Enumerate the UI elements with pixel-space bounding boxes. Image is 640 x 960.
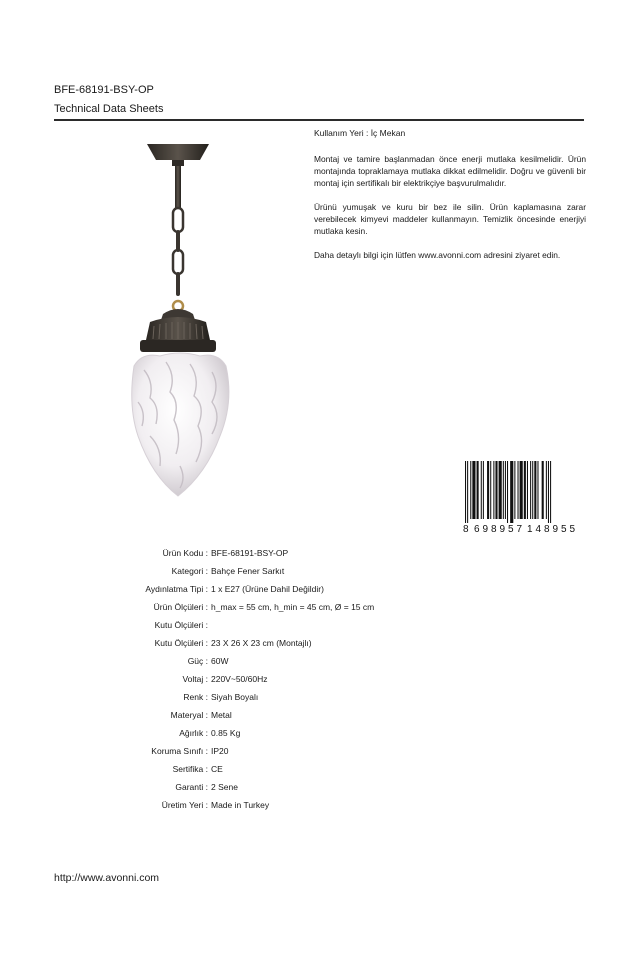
spec-value: 1 x E27 (Ürüne Dahil Değildir) xyxy=(211,584,324,594)
barcode-bar xyxy=(493,461,494,519)
spec-value: h_max = 55 cm, h_min = 45 cm, Ø = 15 cm xyxy=(211,602,375,612)
spec-row xyxy=(54,544,584,562)
spec-value: Siyah Boyalı xyxy=(211,692,259,702)
barcode-bar xyxy=(490,461,491,519)
spec-label: Ağırlık : xyxy=(179,728,208,738)
barcode-bar xyxy=(495,461,497,519)
barcode-digit: 6 xyxy=(474,524,480,533)
barcode-digit: 4 xyxy=(535,524,542,533)
barcode-bar xyxy=(470,461,471,519)
barcode-bar xyxy=(467,461,468,523)
specifications-table xyxy=(54,544,584,814)
cleaning-paragraph: Ürünü yumuşak ve kuru bir bez ile silin. Ürün kaplamasına zarar verebilecek kimyevi maddeler kullanmayın. Temizlik öncesinde enerjiyi mutlaka kesin. xyxy=(314,202,586,236)
barcode-bar xyxy=(520,461,523,519)
spec-value: BFE-68191-BSY-OP xyxy=(211,548,289,558)
barcode-bar xyxy=(550,461,551,523)
spec-value: 2 Sene xyxy=(211,782,238,792)
product-image-pendant-lamp xyxy=(120,136,242,500)
spec-value: Made in Turkey xyxy=(211,800,270,810)
website-link[interactable]: http://www.avonni.com xyxy=(54,872,160,884)
spec-label: Aydınlatma Tipi : xyxy=(145,584,208,594)
website-paragraph: Daha detaylı bilgi için lütfen www.avonni.com adresini ziyaret edin. xyxy=(314,250,561,260)
barcode-bar xyxy=(537,461,538,519)
spec-row xyxy=(54,616,584,634)
spec-label: Garanti : xyxy=(175,782,208,792)
spec-row xyxy=(54,778,584,796)
barcode-digit: 5 xyxy=(569,524,576,533)
barcode-digit: 8 xyxy=(491,524,497,533)
spec-row xyxy=(54,670,584,688)
spec-row xyxy=(54,706,584,724)
barcode-digit: 9 xyxy=(482,524,489,533)
barcode-digit: 7 xyxy=(516,524,523,533)
spec-row xyxy=(54,562,584,580)
safety-paragraph: Montaj ve tamire başlanmadan önce enerji mutlaka kesilmelidir. Ürün montajında topraklamaya mutlaka dikkat edilmelidir. Doğru ve güvenli bir montaj için sertifikalı bir elektrikçiye başvurulmalıdır. xyxy=(314,154,586,188)
spec-label: Ürün Kodu : xyxy=(162,548,208,558)
spec-label: Sertifika : xyxy=(172,764,208,774)
barcode-bar xyxy=(505,461,506,519)
barcode-bar xyxy=(527,461,528,519)
barcode-bar xyxy=(530,461,531,519)
ean-barcode xyxy=(463,461,585,533)
spec-value: 60W xyxy=(211,656,229,666)
spec-row xyxy=(54,598,584,616)
document-title: Technical Data Sheets xyxy=(54,103,164,115)
spec-label: Ürün Ölçüleri : xyxy=(153,602,208,612)
spec-row xyxy=(54,724,584,742)
barcode-bar xyxy=(472,461,475,519)
spec-row xyxy=(54,760,584,778)
barcode-bar xyxy=(542,461,544,519)
barcode-bar xyxy=(524,461,526,519)
barcode-bar xyxy=(477,461,479,519)
barcode-bar xyxy=(483,461,484,519)
barcode-bar xyxy=(510,461,513,523)
spec-value: CE xyxy=(211,764,223,774)
spec-label: Kutu Ölçüleri : xyxy=(154,638,208,648)
barcode-bar xyxy=(534,461,536,519)
spec-value: Metal xyxy=(211,710,232,720)
barcode-bar xyxy=(532,461,533,519)
barcode-digit: 8 xyxy=(463,524,469,533)
spec-label: Koruma Sınıfı : xyxy=(151,746,208,756)
barcode-digit: 5 xyxy=(508,524,514,533)
barcode-digit: 8 xyxy=(544,524,550,533)
spec-label: Kutu Ölçüleri : xyxy=(154,620,208,630)
spec-value: 220V~50/60Hz xyxy=(211,674,268,684)
spec-row xyxy=(54,796,584,814)
barcode-bar xyxy=(481,461,482,519)
spec-label: Üretim Yeri : xyxy=(161,800,208,810)
barcode-digit: 1 xyxy=(527,524,533,533)
spec-value: IP20 xyxy=(211,746,229,756)
barcode-bar xyxy=(548,461,549,523)
spec-row xyxy=(54,742,584,760)
spec-value: 23 X 26 X 23 cm (Montajlı) xyxy=(211,638,312,648)
spec-value: 0.85 Kg xyxy=(211,728,241,738)
usage-location: Kullanım Yeri : İç Mekan xyxy=(314,128,406,138)
spec-label: Voltaj : xyxy=(182,674,208,684)
barcode-bar xyxy=(507,461,508,523)
barcode-digit: 5 xyxy=(561,524,567,533)
barcode-bar xyxy=(503,461,504,519)
spec-label: Kategori : xyxy=(171,566,208,576)
spec-row xyxy=(54,652,584,670)
header-divider xyxy=(54,119,584,121)
barcode-bar xyxy=(487,461,489,519)
spec-row xyxy=(54,688,584,706)
spec-value: Bahçe Fener Sarkıt xyxy=(211,566,285,576)
barcode-bar xyxy=(465,461,466,523)
spec-label: Güç : xyxy=(187,656,208,666)
spec-label: Renk : xyxy=(183,692,208,702)
spec-row xyxy=(54,634,584,652)
barcode-bar xyxy=(499,461,502,519)
barcode-digit: 9 xyxy=(552,524,559,533)
barcode-bar xyxy=(514,461,515,519)
product-code-heading: BFE-68191-BSY-OP xyxy=(54,84,154,96)
barcode-bar xyxy=(518,461,519,519)
spec-label: Materyal : xyxy=(170,710,208,720)
spec-row xyxy=(54,580,584,598)
barcode-digit: 9 xyxy=(499,524,506,533)
barcode-bar xyxy=(546,461,547,519)
